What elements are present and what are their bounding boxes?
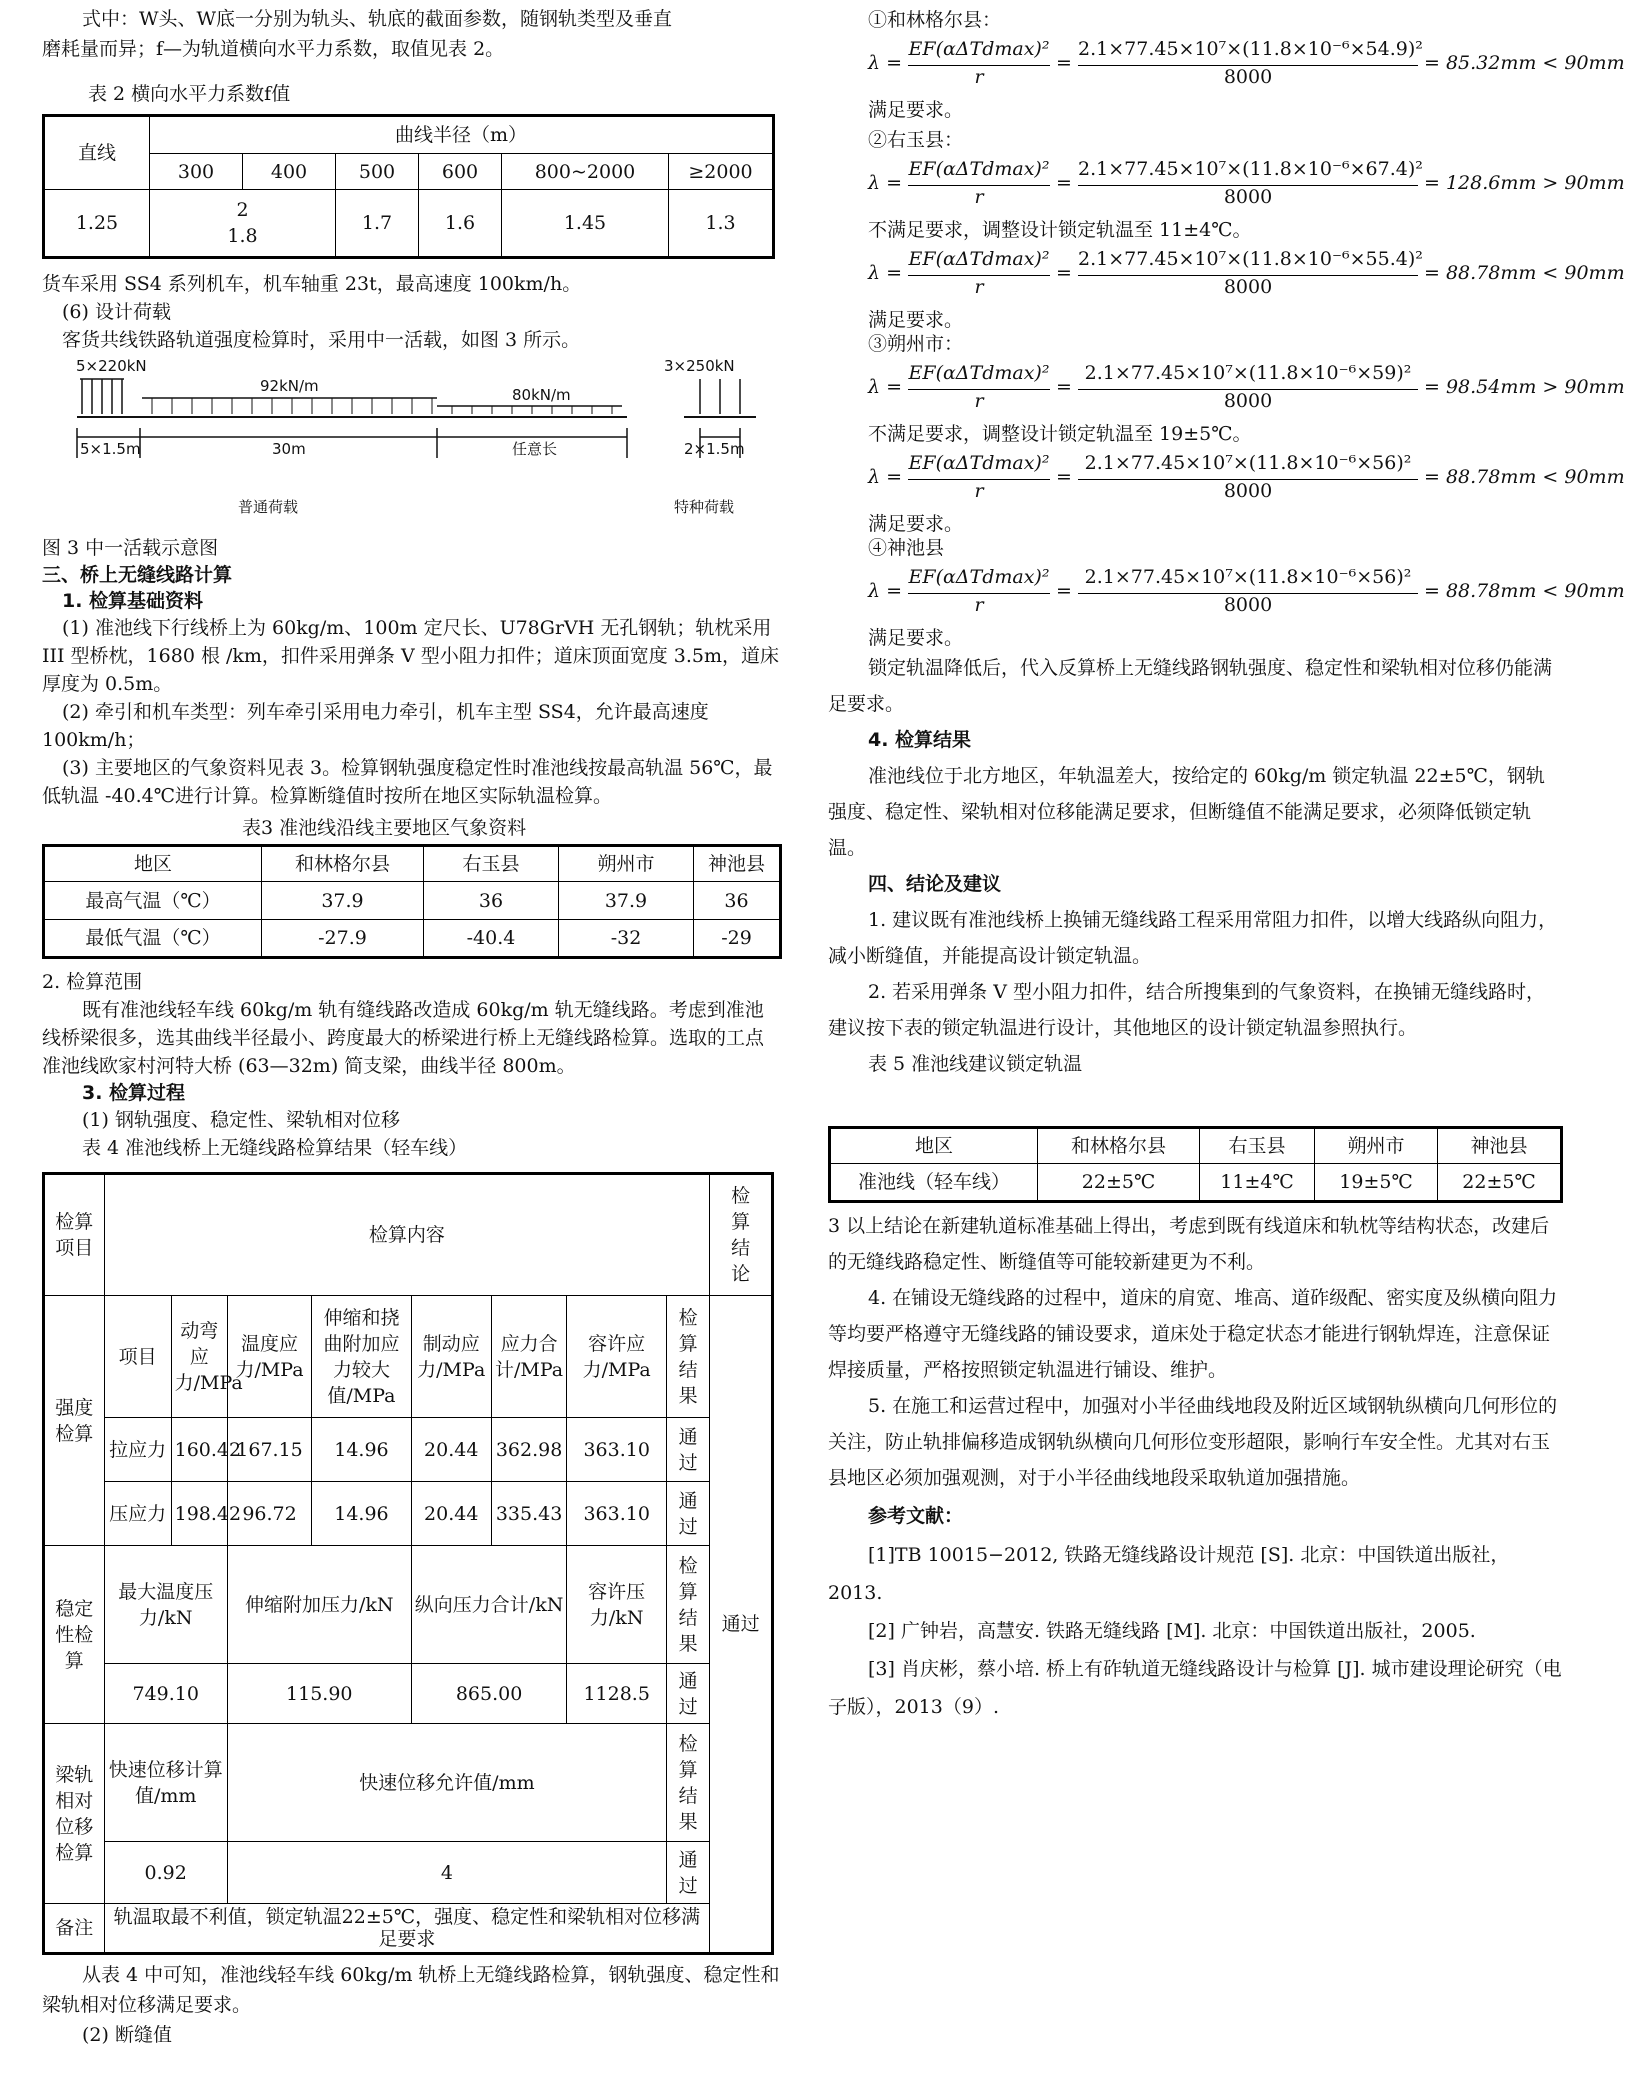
table3-header: 朔州市 xyxy=(559,846,694,882)
t4-h-content: 检算内容 xyxy=(104,1174,710,1296)
t4-cell: 335.43 xyxy=(491,1482,567,1546)
site-label: ④神池县 xyxy=(868,537,945,559)
t4-s-header: 容许应力/MPa xyxy=(567,1296,667,1418)
t4-cell: 198.42 xyxy=(171,1482,227,1546)
fig3-label-special: 特种荷载 xyxy=(674,498,735,516)
s2-text: 既有准池线轻车线 60kg/m 轨有缝线路改造成 60kg/m 轨无缝线路。考虑到准池线桥梁很多，选其曲线半径最小、跨度最大的桥梁进行桥上无缝线路检算。选取的工点准池线欧家村河特大桥 (63—32m) 简支梁，曲线半径 800m。 xyxy=(42,999,765,1077)
t4-cell: 363.10 xyxy=(567,1418,667,1482)
t4-cell: 1128.5 xyxy=(567,1664,667,1724)
reference-1: [1]TB 10015−2012, 铁路无缝线路设计规范 [S]. 北京：中国铁道出版社，2013. xyxy=(828,1544,1510,1604)
references-title: 参考文献： xyxy=(868,1505,964,1527)
intro-line-1: 式中：W头、W底一分别为轨头、轨底的截面参数，随钢轨类型及垂直 xyxy=(82,8,673,30)
table2 xyxy=(42,114,775,259)
t4-s-header: 动弯应力/MPa xyxy=(171,1296,227,1418)
table2-value: 1.25 xyxy=(44,190,150,258)
conclusion-2: 2. 若采用弹条 V 型小阻力扣件，结合所搜集到的气象资料，在换铺无缝线路时，建议按下表的锁定轨温进行设计，其他地区的设计锁定轨温参照执行。 xyxy=(828,981,1545,1039)
t4-disp-label: 梁轨相对位移检算 xyxy=(44,1724,105,1904)
table3-cell: -27.9 xyxy=(262,920,424,958)
table2-radius: 500 xyxy=(336,154,419,190)
table5-header: 朔州市 xyxy=(1315,1128,1438,1164)
t4-cell: 4 xyxy=(227,1842,666,1904)
formula-numerator: 2.1×77.45×10⁷×(11.8×10⁻⁶×55.4)² xyxy=(1078,248,1423,270)
table2-value-a: 2 xyxy=(236,199,249,221)
site-3 xyxy=(868,330,1625,538)
t4-cell: 20.44 xyxy=(411,1482,491,1546)
table3-header: 地区 xyxy=(44,846,262,882)
formula-result: = 98.54mm > 90mm xyxy=(1424,376,1625,398)
formula-numerator: 2.1×77.45×10⁷×(11.8×10⁻⁶×56)² xyxy=(1084,566,1412,588)
t4-cell: 通过 xyxy=(666,1664,709,1724)
s3-title: 3. 检算过程 xyxy=(82,1082,186,1104)
t4-cell: 14.96 xyxy=(312,1418,412,1482)
t4-cell: 363.10 xyxy=(567,1482,667,1546)
t4-d-header: 检算结果 xyxy=(666,1724,709,1842)
table2-caption: 表 2 横向水平力系数f值 xyxy=(88,83,291,105)
table2-value: 1.7 xyxy=(336,190,419,258)
conclusion-1: 1. 建议既有准池线桥上换铺无缝线路工程采用常阻力扣件，以增大线路纵向阻力，减小断缝值，并能提高设计锁定轨温。 xyxy=(828,909,1558,967)
site-note: 满足要求。 xyxy=(868,513,964,535)
table-row xyxy=(44,1482,773,1546)
table3-cell: -32 xyxy=(559,920,694,958)
s2-title: 2. 检算范围 xyxy=(42,971,143,993)
table3-caption: 表3 准池线沿线主要地区气象资料 xyxy=(242,817,527,839)
table2-col-curve: 曲线半径（m） xyxy=(150,116,774,154)
s1-p3: (3) 主要地区的气象资料见表 3。检算钢轨强度稳定性时准池线按最高轨温 56℃，最低轨温 -40.4℃进行计算。检算断缝值时按所在地区实际轨温检算。 xyxy=(42,757,773,807)
t4-d-header: 快速位移允许值/mm xyxy=(227,1724,666,1842)
table-row xyxy=(830,1164,1562,1202)
t4-cell: 0.92 xyxy=(104,1842,227,1904)
t4-cell: 通过 xyxy=(666,1482,709,1546)
table5-header: 神池县 xyxy=(1438,1128,1562,1164)
table2-radius: 400 xyxy=(243,154,336,190)
table5-header: 右玉县 xyxy=(1200,1128,1315,1164)
table5-caption: 表 5 准池线建议锁定轨温 xyxy=(868,1053,1083,1075)
site-2 xyxy=(868,126,1625,334)
t4-st-header: 最大温度压力/kN xyxy=(104,1546,227,1664)
t4-d-header: 快速位移计算值/mm xyxy=(104,1724,227,1842)
table3-header: 神池县 xyxy=(694,846,781,882)
freight-note: 货车采用 SS4 系列机车，机车轴重 23t，最高速度 100km/h。 xyxy=(42,273,582,295)
section4-title: 四、结论及建议 xyxy=(868,873,1002,895)
t4-cell: 通过 xyxy=(666,1842,709,1904)
table3-cell: 最低气温（℃） xyxy=(44,920,262,958)
s4-text: 准池线位于北方地区，年轨温差大，按给定的 60kg/m 锁定轨温 22±5℃，钢轨强度、稳定性、梁轨相对位移能满足要求，但断缝值不能满足要求，必须降低锁定轨温。 xyxy=(828,765,1545,859)
table-row xyxy=(44,1664,773,1724)
table2-radius: ≥2000 xyxy=(669,154,774,190)
t4-st-header: 纵向压力合计/kN xyxy=(411,1546,567,1664)
t4-note-text: 轨温取最不利值，锁定轨温22±5℃，强度、稳定性和梁轨相对位移满足要求 xyxy=(104,1904,710,1954)
table2-value xyxy=(150,190,336,258)
table5 xyxy=(828,1126,1563,1203)
table3-cell: 37.9 xyxy=(559,882,694,920)
formula: λ = EF(αΔTdmax)² r = 2.1×77.45×10⁷×(11.8×10⁻⁶×55.4)² 8000 = 88.78mm < 90mm xyxy=(868,248,1625,298)
t4-cell: 14.96 xyxy=(312,1482,412,1546)
t4-s-header: 伸缩和挠曲附加应力较大值/MPa xyxy=(312,1296,412,1418)
table3-cell: -40.4 xyxy=(424,920,559,958)
table3-header: 右玉县 xyxy=(424,846,559,882)
reference-3: [3] 肖庆彬，蔡小培. 桥上有砟轨道无缝线路设计与检算 [J]. 城市建设理论研究（电子版），2013（9）. xyxy=(828,1658,1562,1718)
table-row xyxy=(44,1842,773,1904)
fig3-load-5x220: 5×220kN xyxy=(76,357,147,375)
s1-p2: (2) 牵引和机车类型：列车牵引采用电力牵引，机车主型 SS4，允许最高速度 100km/h； xyxy=(42,701,709,751)
reference-2: [2] 广钟岩，高慧安. 铁路无缝线路 [M]. 北京：中国铁道出版社，2005. xyxy=(868,1620,1476,1642)
table3-cell: 37.9 xyxy=(262,882,424,920)
formula-numerator: 2.1×77.45×10⁷×(11.8×10⁻⁶×56)² xyxy=(1084,452,1412,474)
site-1 xyxy=(868,6,1625,124)
t4-strength-label: 强度检算 xyxy=(44,1296,105,1546)
table4 xyxy=(42,1172,774,1955)
table-row xyxy=(44,920,781,958)
design-load-heading: (6) 设计荷载 xyxy=(62,301,171,323)
t4-s-header: 检算结果 xyxy=(666,1296,709,1418)
s4-title: 4. 检算结果 xyxy=(868,729,972,751)
formula-result: = 128.6mm > 90mm xyxy=(1424,172,1625,194)
site-label: ②右玉县： xyxy=(868,129,964,151)
table-row xyxy=(44,882,781,920)
site-label: ③朔州市： xyxy=(868,333,964,355)
formula: λ = EF(αΔTdmax)² r = 2.1×77.45×10⁷×(11.8×10⁻⁶×59)² 8000 = 98.54mm > 90mm xyxy=(868,362,1625,412)
table2-radius: 300 xyxy=(150,154,243,190)
t4-s-header: 应力合计/MPa xyxy=(491,1296,567,1418)
table3-header: 和林格尔县 xyxy=(262,846,424,882)
table2-value: 1.3 xyxy=(669,190,774,258)
table2-value-b: 1.8 xyxy=(227,225,258,247)
table3-cell: 36 xyxy=(424,882,559,920)
conclusion-4: 4. 在铺设无缝线路的过程中，道床的肩宽、堆高、道砟级配、密实度及纵横向阻力等均要严格遵守无缝线路的铺设要求，道床处于稳定状态才能进行钢轨焊连，注意保证焊接质量，严格按照锁定轨温进行铺设、维护。 xyxy=(828,1287,1558,1381)
t4-note-label: 备注 xyxy=(44,1904,105,1954)
after-formulas: 锁定轨温降低后，代入反算桥上无缝线路钢轨强度、稳定性和梁轨相对位移仍能满足要求。 xyxy=(828,657,1553,715)
s3-item2: (2) 断缝值 xyxy=(82,2024,172,2046)
t4-st-header: 伸缩附加压力/kN xyxy=(227,1546,411,1664)
site-note: 满足要求。 xyxy=(868,627,964,649)
fig3-label-normal: 普通荷载 xyxy=(238,498,299,516)
formula: λ = EF(αΔTdmax)² r = 2.1×77.45×10⁷×(11.8×10⁻⁶×67.4)² 8000 = 128.6mm > 90mm xyxy=(868,158,1625,208)
table5-cell: 11±4℃ xyxy=(1200,1164,1315,1202)
site-note: 满足要求。 xyxy=(868,99,964,121)
fig3-load-92: 92kN/m xyxy=(260,377,319,395)
t4-cell: 865.00 xyxy=(411,1664,567,1724)
figure3-caption: 图 3 中一活载示意图 xyxy=(42,537,219,559)
formula-result: = 85.32mm < 90mm xyxy=(1424,52,1625,74)
conclusion-5: 5. 在施工和运营过程中，加强对小半径曲线地段及附近区域钢轨纵横向几何形位的关注，防止轨排偏移造成钢轨纵横向几何形位变形超限，影响行车安全性。尤其对右玉县地区必须加强观测，对于小半径曲线地段采取轨道加强措施。 xyxy=(828,1395,1558,1489)
table5-cell: 准池线（轻车线） xyxy=(830,1164,1038,1202)
fig3-dim-5x15: 5×1.5m xyxy=(80,440,141,458)
after-table4: 从表 4 中可知，准池线轻车线 60kg/m 轨桥上无缝线路检算，钢轨强度、稳定性和梁轨相对位移满足要求。 xyxy=(42,1964,780,2016)
formula-result: = 88.78mm < 90mm xyxy=(1424,580,1625,602)
formula-numerator: 2.1×77.45×10⁷×(11.8×10⁻⁶×67.4)² xyxy=(1078,158,1423,180)
t4-h-conclusion: 检算结论 xyxy=(710,1174,773,1296)
t4-s-header: 项目 xyxy=(104,1296,171,1418)
t4-cell: 160.42 xyxy=(171,1418,227,1482)
formula-numerator: 2.1×77.45×10⁷×(11.8×10⁻⁶×59)² xyxy=(1084,362,1412,384)
fig3-load-3x250: 3×250kN xyxy=(664,357,735,375)
t4-cell: 20.44 xyxy=(411,1418,491,1482)
table5-cell: 22±5℃ xyxy=(1038,1164,1200,1202)
site-note: 不满足要求，调整设计锁定轨温至 11±4℃。 xyxy=(868,219,1252,241)
t4-cell: 115.90 xyxy=(227,1664,411,1724)
s1-p1: (1) 准池线下行线桥上为 60kg/m、100m 定尺长、U78GrVH 无孔钢轨；轨枕采用 III 型桥枕，1680 根 /km，扣件采用弹条 V 型小阻力扣件；道床顶面宽度 3.5m，道床厚度为 0.5m。 xyxy=(42,617,779,695)
site-note: 满足要求。 xyxy=(868,309,964,331)
table4-caption: 表 4 准池线桥上无缝线路检算结果（轻车线） xyxy=(82,1137,468,1159)
t4-stability-label: 稳定性检算 xyxy=(44,1546,105,1724)
table3 xyxy=(42,844,782,959)
t4-st-header: 容许压力/kN xyxy=(567,1546,667,1664)
t4-cell: 749.10 xyxy=(104,1664,227,1724)
t4-cell: 拉应力 xyxy=(104,1418,171,1482)
intro-line-2: 磨耗量而异；f—为轨道横向水平力系数，取值见表 2。 xyxy=(42,38,505,60)
fig3-dim-30: 30m xyxy=(272,440,306,458)
table2-value: 1.6 xyxy=(419,190,502,258)
fig3-dim-2x15: 2×1.5m xyxy=(684,440,745,458)
formula-result: = 88.78mm < 90mm xyxy=(1424,262,1625,284)
table5-header: 和林格尔县 xyxy=(1038,1128,1200,1164)
conclusion-3: 3 以上结论在新建轨道标准基础上得出，考虑到既有线道床和轨枕等结构状态，改建后的无缝线路稳定性、断缝值等可能较新建更为不利。 xyxy=(828,1215,1550,1273)
site-label: ①和林格尔县： xyxy=(868,9,1002,31)
t4-h-item: 检算项目 xyxy=(44,1174,105,1296)
formula-result: = 88.78mm < 90mm xyxy=(1424,466,1625,488)
table-row xyxy=(44,1418,773,1482)
formula-numerator: 2.1×77.45×10⁷×(11.8×10⁻⁶×54.9)² xyxy=(1078,38,1423,60)
table5-cell: 22±5℃ xyxy=(1438,1164,1562,1202)
formula: λ = EF(αΔTdmax)² r = 2.1×77.45×10⁷×(11.8×10⁻⁶×56)² 8000 = 88.78mm < 90mm xyxy=(868,452,1625,502)
section3-title: 三、桥上无缝线路计算 xyxy=(42,564,233,586)
fig3-dim-any: 任意长 xyxy=(512,440,558,458)
table2-radius: 800~2000 xyxy=(502,154,669,190)
site-note: 不满足要求，调整设计锁定轨温至 19±5℃。 xyxy=(868,423,1252,445)
fig3-load-80: 80kN/m xyxy=(512,386,571,404)
figure3-load-diagram xyxy=(72,354,762,530)
t4-conclusion: 通过 xyxy=(710,1296,773,1954)
table2-radius: 600 xyxy=(419,154,502,190)
table3-cell: 最高气温（℃） xyxy=(44,882,262,920)
t4-s-header: 温度应力/MPa xyxy=(227,1296,311,1418)
t4-cell: 96.72 xyxy=(227,1482,311,1546)
table2-col-straight: 直线 xyxy=(44,116,150,190)
s1-title: 1. 检算基础资料 xyxy=(62,590,204,612)
t4-cell: 通过 xyxy=(666,1418,709,1482)
t4-s-header: 制动应力/MPa xyxy=(411,1296,491,1418)
table2-value: 1.45 xyxy=(502,190,669,258)
t4-st-header: 检算结果 xyxy=(666,1546,709,1664)
t4-cell: 362.98 xyxy=(491,1418,567,1482)
formula: λ = EF(αΔTdmax)² r = 2.1×77.45×10⁷×(11.8×10⁻⁶×54.9)² 8000 = 85.32mm < 90mm xyxy=(868,38,1625,88)
table5-header: 地区 xyxy=(830,1128,1038,1164)
t4-cell: 167.15 xyxy=(227,1418,311,1482)
table3-cell: 36 xyxy=(694,882,781,920)
s3-item1: (1) 钢轨强度、稳定性、梁轨相对位移 xyxy=(82,1109,400,1131)
site-4 xyxy=(868,534,1625,652)
table3-cell: -29 xyxy=(694,920,781,958)
design-load-text: 客货共线铁路轨道强度检算时，采用中一活载，如图 3 所示。 xyxy=(62,329,581,351)
table5-cell: 19±5℃ xyxy=(1315,1164,1438,1202)
t4-cell: 压应力 xyxy=(104,1482,171,1546)
formula: λ = EF(αΔTdmax)² r = 2.1×77.45×10⁷×(11.8×10⁻⁶×56)² 8000 = 88.78mm < 90mm xyxy=(868,566,1625,616)
